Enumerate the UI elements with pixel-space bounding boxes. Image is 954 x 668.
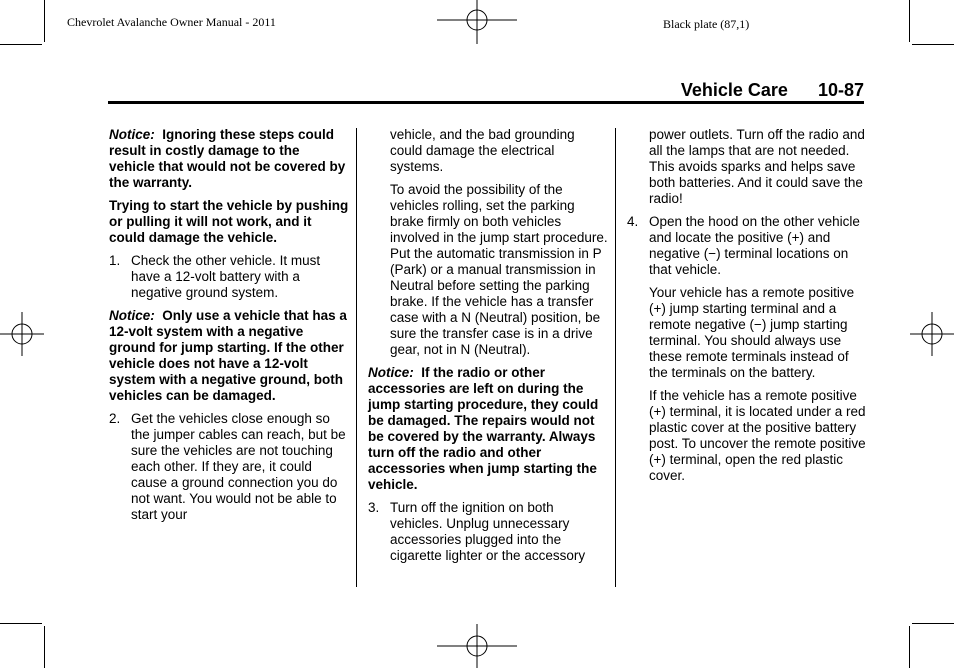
notice-label: Notice: [368,365,414,380]
page-number: 10-87 [817,80,864,100]
notice-label: Notice: [109,127,155,142]
crop-mark-top-left-h [0,44,42,45]
step-4-paragraph-2: Your vehicle has a remote positive (+) jump starting terminal and a remote negative (−) jump starting terminal. You should always use these remote terminals instead of the terminals on the battery. [649,285,855,380]
registration-mark-bottom [437,624,517,668]
step-text: Turn off the ignition on both vehicles. Unplug unnecessary accessories plugged into the cigarette lighter or the accessory [390,500,586,563]
notice-1 [109,127,349,191]
step-text: Open the hood on the other vehicle and locate the positive (+) and negative (−) terminal locations on that vehicle. [649,214,860,277]
column-2 [368,127,608,571]
crop-mark-bottom-left-v [44,626,45,668]
step-2-continuation: vehicle, and the bad grounding could damage the electrical systems. [390,127,575,174]
column-divider-2 [615,128,616,587]
step-1 [109,253,349,301]
step-text: Check the other vehicle. It must have a 12-volt battery with a negative ground system. [131,253,321,300]
registration-mark-top [437,0,517,44]
crop-mark-top-left-v [44,0,45,42]
notice-label: Notice: [109,308,155,323]
crop-mark-bottom-right-h [912,623,954,624]
column-divider-1 [356,128,357,587]
notice-text: Only use a vehicle that has a 12-volt system with a negative ground for jump starting. If the other vehicle does not have a 12-volt system with a negative ground, both vehicles can be damaged. [109,308,347,403]
section-title: Vehicle Care [680,80,788,100]
step-3 [368,500,608,564]
step-text: Get the vehicles close enough so the jumper cables can reach, but be sure the vehicles are not touching each other. If they are, it could cause a ground connection you do not want. You would not be able to start your [131,411,346,522]
notice-3 [368,365,608,493]
step-number: 4. [627,214,639,229]
plate-label: Black plate (87,1) [663,17,750,31]
step-4 [627,214,867,278]
step-number: 3. [368,500,380,515]
section-header [681,80,864,101]
registration-mark-left [0,312,44,356]
notice-text: Ignoring these steps could result in costly damage to the vehicle that would not be covered by the warranty. [109,127,346,190]
bold-paragraph: Trying to start the vehicle by pushing or pulling it will not work, and it could damage the vehicle. [109,198,349,245]
crop-mark-top-right-h [912,44,954,45]
step-2-paragraph: To avoid the possibility of the vehicles rolling, set the parking brake firmly on both vehicles involved in the jump start procedure. Put the automatic transmission in P (Park) or a manual transmission in Neutral before setting the parking brake. If the vehicle has a transfer case with a N (Neutral) position, be sure the transfer case is in a drive gear, not in N (Neutral). [390,182,608,357]
column-1 [109,127,349,530]
column-3 [627,127,867,491]
crop-mark-bottom-left-h [0,623,42,624]
step-3-continuation: power outlets. Turn off the radio and all the lamps that are not needed. This avoids sparks and helps save both batteries. And it could save the radio! [649,127,865,206]
notice-2 [109,308,349,404]
notice-text: If the radio or other accessories are left on during the jump starting procedure, they could be damaged. The repairs would not be covered by the warranty. Always turn off the radio and other accessories when jump starting the vehicle. [368,365,599,492]
header-rule [108,101,864,104]
crop-mark-top-right-v [909,0,910,42]
running-head-title: Chevrolet Avalanche Owner Manual - 2011 [67,15,276,29]
step-4-paragraph-3: If the vehicle has a remote positive (+) terminal, it is located under a red plastic cover at the positive battery post. To uncover the remote positive (+) terminal, open the red plastic cover. [649,388,866,483]
step-2 [109,411,349,523]
step-number: 2. [109,411,121,426]
registration-mark-right [910,312,954,356]
crop-mark-bottom-right-v [909,626,910,668]
step-number: 1. [109,253,121,268]
